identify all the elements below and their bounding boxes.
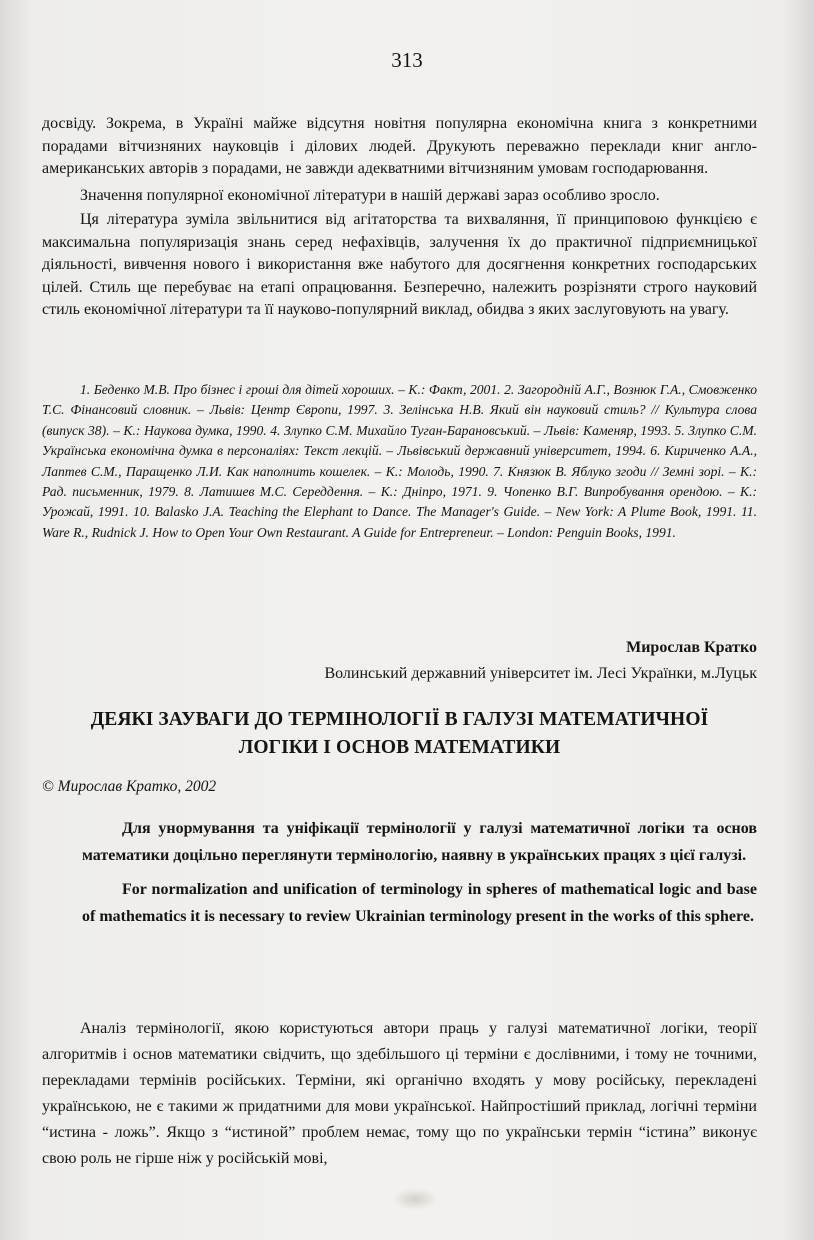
article-title [42,706,757,762]
abstract-ukrainian: Для унормування та уніфікації термінології у галузі математичної логіки та основ математики доцільно переглянути термінологію, наявну в українських працях з цієї галузі. [82,820,757,864]
abstracts [42,816,757,930]
page-number: 313 [391,48,423,72]
main-text-section [42,1016,757,1172]
author-block [42,636,757,686]
copyright-line: © Мирослав Кратко, 2002 [42,778,217,795]
title-line-2: ЛОГІКИ І ОСНОВ МАТЕМАТИКИ [238,737,561,758]
paragraph-continuation: досвіду. Зокрема, в Україні майже відсутня новітня популярна економічна книга з конкретними порадами вітчизняних науковців і ділових людей. Друкують переважно переклади книг англо-американських авторів з порадами, не завжди адекватними вітчизняним умовам господарювання. [42,115,757,177]
author-affiliation: Волинський державний університет ім. Лесі Українки, м.Луцьк [324,665,757,682]
paragraph-analysis: Аналіз термінології, якою користуються автори праць у галузі математичної логіки, теорії алгоритмів і основ математики свідчить, що здебільшого ці терміни є дослівними, і тому не точними, перекладами термінів російських. Терміни, які органічно входять у мову російську, перекладені українською, не є такими ж придатними для мови української. Найпростіший приклад, логічні терміни “истина - ложь”. Якщо з “истиной” проблем немає, тому що по українськи термін “істина” виконує свою роль не гірше ніж у російській мові, [42,1020,757,1167]
author-name: Мирослав Кратко [626,639,757,656]
paragraph-style: Ця література зуміла звільнитися від агітаторства та вихваляння, її принциповою функцією є максимальна популяризація знань серед нефахівців, залучення їх до практичної підприємницької діяльності, вивчення нового і використання вже набутого для досягнення конкретних господарських цілей. Стиль ще перебуває на етапі опрацювання. Безперечно, належить розрізняти строго науковий стиль економічної літератури та її науково-популярний виклад, обидва з яких заслуговують на увагу. [42,211,757,318]
reference-list: 1. Беденко М.В. Про бізнес і гроші для дітей хороших. – К.: Факт, 2001. 2. Загородній А.Г., Вознюк Г.А., Смовженко Т.С. Фінансовий словник. – Львів: Центр Європи, 1997. 3. Зелінська Н.В. Який він науковий стиль? // Культура слова (випуск 38). – К.: Наукова думка, 1990. 4. Злупко С.М. Михайло Туган-Барановський. – Львів: Каменяр, 1993. 5. Злупко С.М. Українська економічна думка в персоналіях: Текст лекцій. – Львівський державний університет, 1994. 6. Кириченко А.А., Лаптев С.М., Паращенко Л.И. Как наполнить кошелек. – К.: Молодь, 1990. 7. Князюк В. Яблуко згоди // Земні зорі. – К.: Рад. письменник, 1979. 8. Латишев М.С. Середдення. – К.: Дніпро, 1971. 9. Чопенко В.Г. Випробування орендою. – К.: Урожай, 1991. 10. Balasko J.A. Teaching the Elephant to Dance. The Manager's Guide. – New York: A Plume Book, 1991. 11. Ware R., Rudnick J. How to Open Your Own Restaurant. A Guide for Entrepreneur. – London: Penguin Books, 1991. [42,382,757,540]
copyright-block [42,776,757,798]
title-line-1: ДЕЯКІ ЗАУВАГИ ДО ТЕРМІНОЛОГІЇ В ГАЛУЗІ МАТЕМАТИЧНОЇ [90,709,709,730]
abstract-english: For normalization and unification of terminology in spheres of mathematical logic and base of mathematics it is necessary to review Ukrainian terminology present in the works of this sphere. [82,881,757,925]
paragraph-significance: Значення популярної економічної літератури в нашій державі зараз особливо зросло. [80,186,660,204]
intro-section [42,113,757,322]
references-section [42,380,757,543]
scan-smudge [392,1188,438,1210]
